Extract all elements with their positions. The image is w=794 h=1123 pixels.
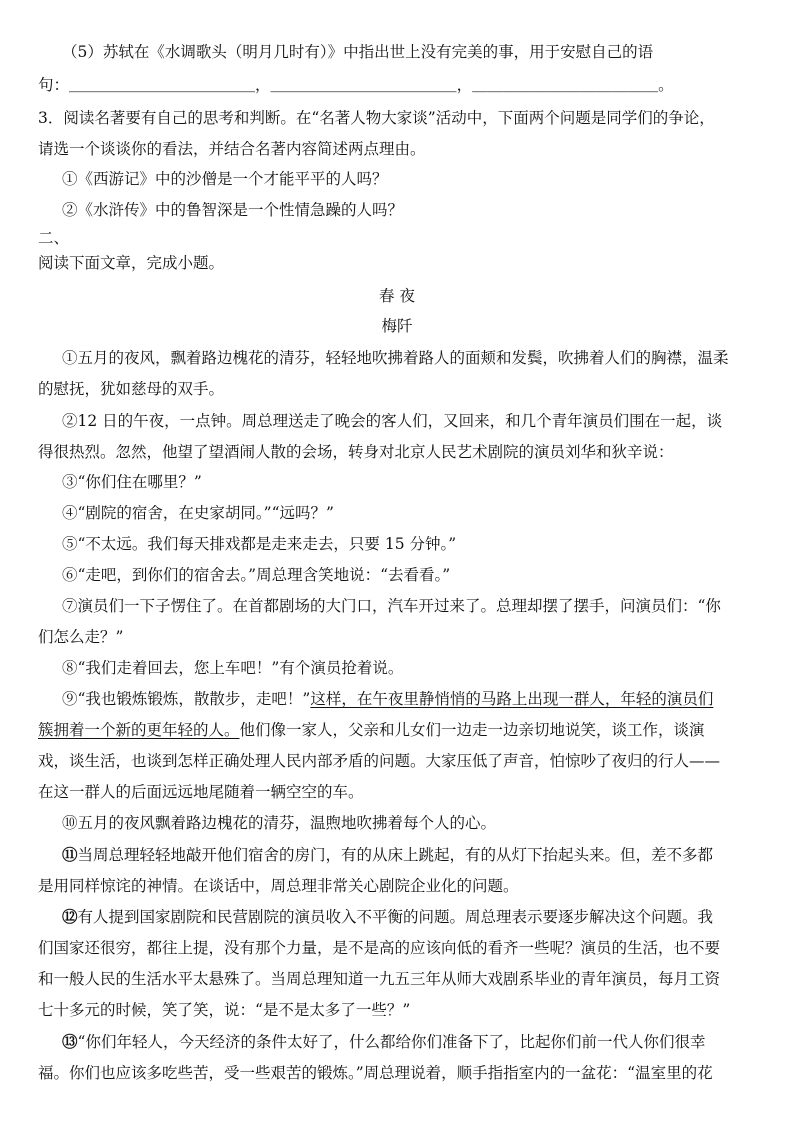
paragraph-6: ⑥“走吧，到你们的宿舍去。”周总理含笑地说：“去看看。” bbox=[62, 566, 451, 584]
paragraph-9-line-1 bbox=[62, 688, 713, 710]
paragraph-13-text: “你们年轻人，今天经济的条件太好了，什么都给你们准备下了，比起你们前一代人你们很幸 bbox=[77, 1033, 706, 1051]
paragraph-9-quote: ⑨“我也锻炼锻炼，散散步，走吧！” bbox=[62, 690, 311, 708]
paragraph-12-line-1 bbox=[62, 906, 713, 928]
paragraph-12-line-2: 们国家还很穷，都往上提，没有那个力量，是不是高的应该向低的看齐一些呢？演员的生活，也不要 bbox=[38, 939, 721, 957]
paragraph-11-line-1 bbox=[62, 844, 713, 866]
answer-blank-2[interactable]: ＿＿＿＿＿＿＿＿＿＿＿＿ bbox=[270, 76, 457, 94]
paragraph-13-line-1 bbox=[62, 1031, 705, 1053]
answer-blank-3[interactable]: ＿＿＿＿＿＿＿＿＿＿＿＿ bbox=[472, 76, 659, 94]
article-title: 春 夜 bbox=[379, 287, 415, 305]
q3-item-1: ①《西游记》中的沙僧是一个才能平平的人吗？ bbox=[62, 170, 388, 188]
section-heading: 二、 bbox=[38, 229, 70, 247]
paragraph-9-line-2 bbox=[38, 719, 705, 741]
paragraph-9-line-2-rest: 他们像一家人，父亲和儿女们一边走一边亲切地说笑，谈工作，谈演 bbox=[239, 721, 705, 739]
q5-comma-2: ， bbox=[456, 76, 473, 94]
paragraph-4: ④“剧院的宿舍，在史家胡同。”“远吗？” bbox=[62, 504, 334, 522]
paragraph-11-line-2: 是用同样惊诧的神情。在谈话中，周总理非常关心剧院企业化的问题。 bbox=[38, 877, 519, 895]
answer-blank-1[interactable]: ＿＿＿＿＿＿＿＿＿＿＿＿ bbox=[69, 76, 256, 94]
paragraph-5: ⑤“不太远。我们每天排戏都是走来走去，只要 15 分钟。” bbox=[62, 535, 457, 553]
paragraph-9-line-4: 在这一群人的后面远远地尾随着一辆空空的车。 bbox=[38, 783, 364, 801]
q5-end: 。 bbox=[658, 76, 674, 94]
paragraph-11-number: ⑪ bbox=[62, 845, 78, 864]
q3-line1: 3．阅读名著要有自己的思考和判断。在“名著人物大家谈”活动中，下面两个问题是同学们的争论， bbox=[38, 109, 715, 127]
paragraph-12-line-4: 七十多元的时候，笑了笑，说：“是不是太多了一些？” bbox=[38, 1001, 411, 1019]
paragraph-12-line-3: 和一般人民的生活水平太悬殊了。当周总理知道一九五三年从师大戏剧系毕业的青年演员，每月工资 bbox=[38, 970, 721, 988]
paragraph-7-line-1: ⑦演员们一下子愣住了。在首都剧场的大门口，汽车开过来了。总理却摆了摆手，问演员们：“你 bbox=[62, 597, 721, 615]
paragraph-1-line-1: ①五月的夜风，飘着路边槐花的清芬，轻轻地吹拂着路人的面颊和发鬓，吹拂着人们的胸襟，温柔 bbox=[62, 349, 729, 367]
q3-line2: 请选一个谈谈你的看法，并结合名著内容简述两点理由。 bbox=[38, 140, 426, 158]
paragraph-2-line-1: ②12 日的午夜，一点钟。周总理送走了晚会的客人们，又回来，和几个青年演员们围在一起，谈 bbox=[62, 412, 723, 430]
q5-line2 bbox=[38, 74, 674, 96]
paragraph-11-text: 当周总理轻轻地敲开他们宿舍的房门，有的从床上跳起，有的从灯下抬起头来。但，差不多都 bbox=[77, 846, 714, 864]
underlined-sentence-part-1: 这样，在午夜里静悄悄的马路上出现一群人，年轻的演员们 bbox=[310, 690, 714, 708]
paragraph-13-line-2: 福。你们也应该多吃些苦，受一些艰苦的锻炼。”周总理说着，顺手指指室内的一盆花：“温室里的花 bbox=[38, 1064, 713, 1082]
q5-prefix: 句： bbox=[38, 76, 70, 94]
article-author: 梅阡 bbox=[381, 317, 413, 335]
section-instruction: 阅读下面文章，完成小题。 bbox=[38, 254, 225, 272]
paragraph-10: ⑩五月的夜风飘着路边槐花的清芬，温煦地吹拂着每个人的心。 bbox=[62, 814, 497, 832]
paragraph-13-number: ⑬ bbox=[62, 1032, 78, 1051]
paragraph-12-text: 有人提到国家剧院和民营剧院的演员收入不平衡的问题。周总理表示要逐步解决这个问题。我 bbox=[77, 908, 714, 926]
paragraph-9-line-3: 戏，谈生活，也谈到怎样正确处理人民内部矛盾的问题。大家压低了声音，怕惊吵了夜归的行人—— bbox=[38, 752, 721, 770]
q5-line1: （5）苏轼在《水调歌头（明月几时有）》中指出世上没有完美的事，用于安慰自己的语 bbox=[62, 43, 654, 61]
paragraph-12-number: ⑫ bbox=[62, 907, 78, 926]
paragraph-7-line-2: 们怎么走？” bbox=[38, 628, 124, 646]
q3-item-2: ②《水浒传》中的鲁智深是一个性情急躁的人吗？ bbox=[62, 201, 404, 219]
paragraph-3: ③“你们住在哪里？” bbox=[62, 473, 202, 491]
underlined-sentence-part-2: 簇拥着一个新的更年轻的人。 bbox=[38, 721, 240, 739]
paragraph-8: ⑧“我们走着回去，您上车吧！”有个演员抢着说。 bbox=[62, 659, 404, 677]
paragraph-2-line-2: 得很热烈。忽然，他望了望酒闹人散的会场，转身对北京人民艺术剧院的演员刘华和狄辛说： bbox=[38, 443, 674, 461]
q5-comma-1: ， bbox=[255, 76, 271, 94]
paragraph-1-line-2: 的慰抚，犹如慈母的双手。 bbox=[38, 380, 225, 398]
